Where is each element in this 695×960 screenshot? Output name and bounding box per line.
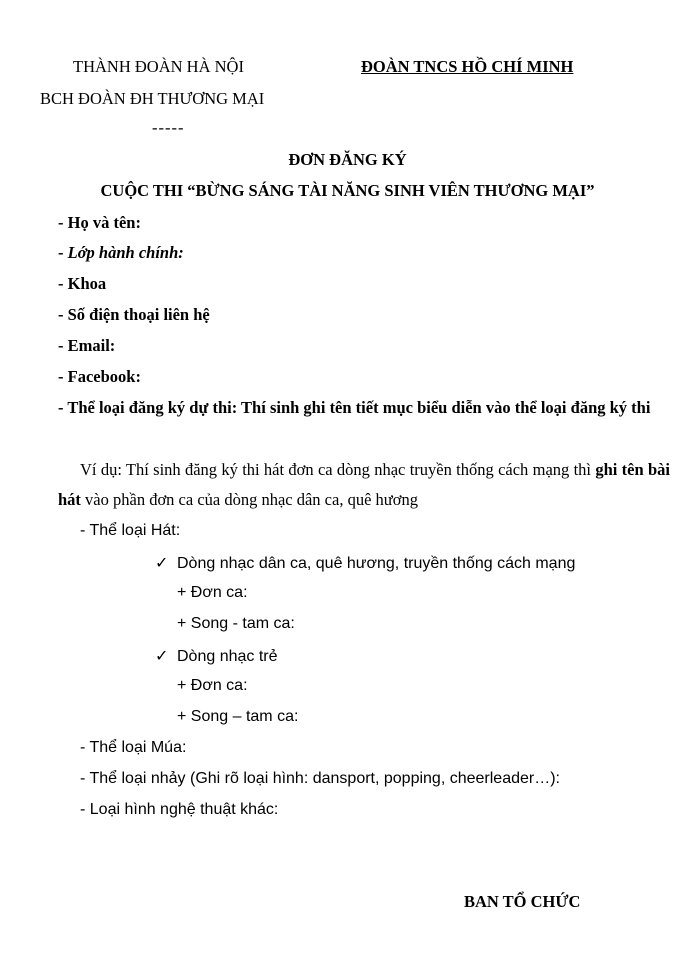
field-class: - Lớp hành chính:	[58, 243, 184, 262]
example-paragraph: Ví dụ: Thí sinh đăng ký thi hát đơn ca dòng nhạc truyền thống cách mạng thì ghi tên bài hát vào phần đơn ca của dòng nhạc dân ca, quê hương	[58, 460, 670, 509]
header-divider: -----	[152, 118, 185, 137]
field-full-name: - Họ và tên:	[58, 213, 141, 232]
genre-folk-revolutionary: ✓ Dòng nhạc dân ca, quê hương, truyền thống cách mạng	[155, 555, 576, 572]
header-org-line1: THÀNH ĐOÀN HÀ NỘI	[73, 57, 244, 76]
checkmark-icon: ✓	[155, 555, 169, 572]
dance-category-label: - Thể loại Múa:	[80, 739, 187, 756]
genre1-solo: + Đơn ca:	[177, 584, 248, 601]
field-phone: - Số điện thoại liên hệ	[58, 305, 210, 324]
checkmark-icon: ✓	[155, 648, 169, 665]
field-faculty: - Khoa	[58, 274, 107, 293]
genre2-solo: + Đơn ca:	[177, 677, 248, 694]
category-instruction: - Thể loại đăng ký dự thi: Thí sinh ghi tên tiết mục biểu diễn vào thể loại đăng ký thi	[58, 398, 651, 417]
contest-title: CUỘC THI “BỪNG SÁNG TÀI NĂNG SINH VIÊN THƯƠNG MẠI”	[100, 181, 595, 200]
other-art-category-label: - Loại hình nghệ thuật khác:	[80, 801, 279, 818]
singing-category-label: - Thể loại Hát:	[80, 522, 181, 539]
street-dance-category-label: - Thể loại nhảy (Ghi rõ loại hình: dansport, popping, cheerleader…):	[80, 770, 560, 787]
organizing-committee: BAN TỔ CHỨC	[464, 892, 581, 911]
header-union-title: ĐOÀN TNCS HỒ CHÍ MINH	[361, 57, 574, 76]
form-title: ĐƠN ĐĂNG KÝ	[288, 150, 407, 169]
field-facebook: - Facebook:	[58, 367, 141, 386]
genre1-group: + Song - tam ca:	[177, 615, 295, 632]
field-email: - Email:	[58, 336, 116, 355]
header-org-line2: BCH ĐOÀN ĐH THƯƠNG MẠI	[40, 89, 265, 108]
genre-youth-music: ✓ Dòng nhạc trẻ	[155, 648, 278, 665]
genre2-group: + Song – tam ca:	[177, 708, 299, 725]
